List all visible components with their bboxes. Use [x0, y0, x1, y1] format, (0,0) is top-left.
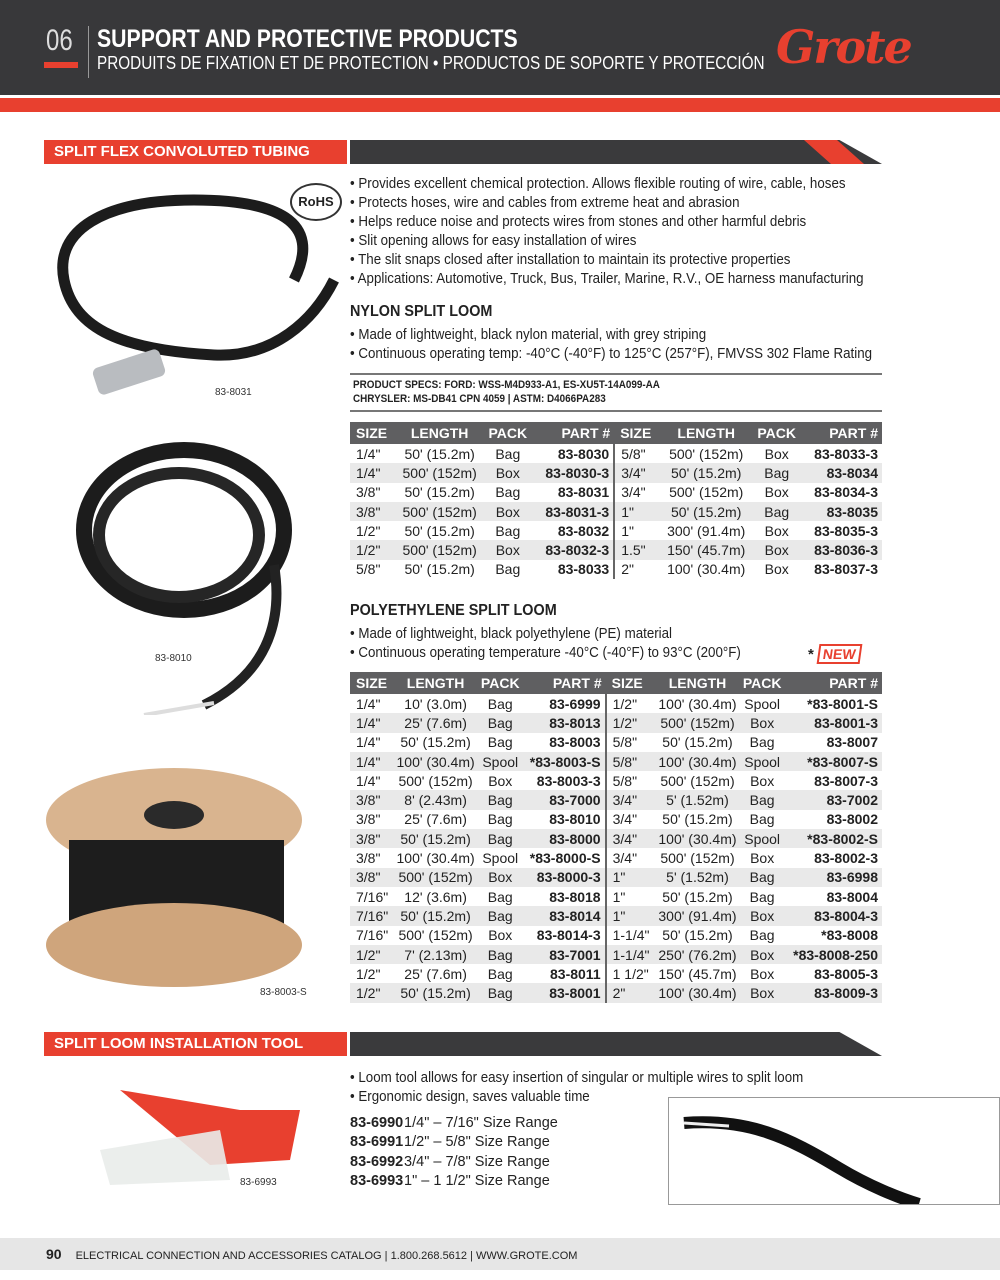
tool-part: 83-6993	[350, 1173, 404, 1189]
table-cell: Box	[764, 484, 789, 501]
table-cell: 83-8034	[800, 463, 882, 482]
section-title: SPLIT LOOM INSTALLATION TOOL	[44, 1032, 347, 1056]
table-cell: 100' (30.4m)	[667, 561, 746, 578]
table-cell: 500' (152m)	[669, 445, 744, 462]
table-row	[350, 887, 882, 906]
feature-item: • Slit opening allows for easy installation of wires	[350, 233, 637, 249]
header-red-band	[0, 98, 1000, 112]
table-cell: 1"	[606, 887, 655, 906]
table-cell: 83-8000	[522, 829, 606, 848]
table-cell: Box	[750, 772, 775, 789]
table-cell: 50' (15.2m)	[392, 829, 479, 848]
table-row	[350, 463, 882, 482]
spec-line: CHRYSLER: MS-DB41 CPN 4059 | ASTM: D4066PA283	[353, 393, 606, 405]
table-cell: Bag	[495, 561, 521, 578]
poly-parts-table	[350, 672, 882, 1003]
image-caption: 83-6993	[240, 1177, 277, 1188]
table-cell: Spool	[482, 850, 519, 867]
tool-item	[350, 1173, 550, 1189]
table-cell: 5/8"	[606, 771, 655, 790]
table-cell: Bag	[753, 502, 800, 521]
table-cell: 1/4"	[356, 695, 381, 712]
table-cell: 83-8035-3	[814, 522, 878, 539]
table-cell: 3/4"	[606, 829, 655, 848]
poly-feature: • Made of lightweight, black polyethylene (PE) material	[350, 626, 673, 642]
table-cell: Bag	[749, 927, 775, 944]
table-cell: 3/8"	[350, 502, 395, 521]
table-cell: 50' (15.2m)	[392, 906, 479, 925]
nylon-feature: • Continuous operating temp: -40°C (-40°F) to 125°C (257°F), FMVSS 302 Flame Rating	[350, 346, 873, 362]
table-cell: Bag	[487, 734, 513, 751]
table-cell: 83-8014-3	[536, 927, 601, 944]
table-cell: 5/8"	[356, 561, 381, 578]
table-cell: 2"	[606, 983, 655, 1002]
table-cell: Box	[741, 713, 784, 732]
feature-item: • Helps reduce noise and protects wires from stones and other harmful debris	[350, 214, 807, 230]
tool-range: 1/4" – 7/16" Size Range	[404, 1115, 558, 1131]
table-cell: 83-6999	[549, 695, 601, 712]
table-cell: 50' (15.2m)	[659, 463, 753, 482]
table-cell: Box	[484, 502, 531, 521]
column-header: PACK	[753, 422, 800, 444]
table-cell: 83-8037-3	[814, 561, 878, 578]
table-cell: Box	[484, 463, 531, 482]
table-cell: Box	[750, 965, 775, 982]
table-cell: Bag	[495, 522, 521, 539]
table-cell: 1/4"	[356, 445, 381, 462]
table-cell: 500' (152m)	[392, 868, 479, 887]
column-header: PART #	[800, 422, 882, 444]
table-cell: Bag	[487, 888, 513, 905]
column-header: PACK	[741, 672, 784, 694]
table-cell: 1/2"	[606, 713, 655, 732]
table-cell: 1/4"	[356, 772, 381, 789]
table-cell: Bag	[741, 790, 784, 809]
tool-feature: • Ergonomic design, saves valuable time	[350, 1089, 590, 1105]
coiled-split-loom-image	[44, 425, 334, 715]
tool-in-use-image	[668, 1097, 1000, 1205]
table-cell: Box	[741, 906, 784, 925]
table-cell: 150' (45.7m)	[659, 540, 753, 559]
table-cell: Box	[479, 868, 522, 887]
table-row	[350, 694, 882, 713]
tool-part: 83-6990	[350, 1115, 404, 1131]
table-cell: Box	[764, 561, 789, 578]
table-cell: 7' (2.13m)	[392, 945, 479, 964]
table-cell: 5/8"	[606, 733, 655, 752]
table-cell: 83-8014	[522, 906, 606, 925]
table-cell: 83-8013	[522, 713, 606, 732]
column-header: LENGTH	[654, 672, 741, 694]
table-cell: 3/4"	[606, 790, 655, 809]
table-cell: 83-8002-3	[814, 850, 878, 867]
image-caption: 83-8010	[155, 653, 192, 664]
poly-feature: • Continuous operating temperature -40°C (-40°F) to 93°C (200°F)	[350, 645, 741, 661]
table-row	[350, 483, 882, 502]
table-cell: 5' (1.52m)	[654, 790, 741, 809]
table-cell: 8' (2.43m)	[392, 790, 479, 809]
table-cell: 50' (15.2m)	[400, 734, 471, 751]
table-cell: 500' (152m)	[395, 540, 485, 559]
table-cell: 50' (15.2m)	[662, 734, 733, 751]
page-number: 90	[46, 1246, 62, 1262]
column-header: LENGTH	[659, 422, 753, 444]
table-cell: 83-8009-3	[784, 983, 882, 1002]
table-cell: 100' (30.4m)	[658, 695, 737, 712]
table-row	[350, 444, 882, 463]
table-cell: 25' (7.6m)	[404, 965, 467, 982]
table-cell: 83-8003	[549, 734, 601, 751]
section-bar-dark	[350, 140, 882, 164]
table-cell: Box	[764, 445, 789, 462]
table-row	[350, 810, 882, 829]
page-subtitle: PRODUITS DE FIXATION ET DE PROTECTION • PRODUCTOS DE SOPORTE Y PROTECCIÓN	[97, 53, 765, 73]
table-cell: 50' (15.2m)	[404, 522, 475, 539]
table-cell: 500' (152m)	[660, 772, 735, 789]
table-row	[350, 926, 882, 945]
table-cell: Bag	[749, 734, 775, 751]
section-bar-tool	[44, 1032, 882, 1056]
table-cell: 83-8030-3	[531, 463, 614, 482]
product-specs	[350, 373, 882, 412]
table-cell: 83-8011	[550, 965, 601, 982]
installation-tool-image	[90, 1070, 310, 1190]
tool-item	[350, 1115, 558, 1131]
page-title: SUPPORT AND PROTECTIVE PRODUCTS	[97, 25, 518, 53]
table-cell: 83-8001	[522, 983, 606, 1002]
column-header: PACK	[484, 422, 531, 444]
table-cell: 1/2"	[350, 983, 392, 1002]
table-cell: 25' (7.6m)	[392, 713, 479, 732]
table-cell: 83-8007	[826, 734, 878, 751]
feature-item: • Applications: Automotive, Truck, Bus, Trailer, Marine, R.V., OE harness manufacturing	[350, 271, 864, 287]
spec-line: PRODUCT SPECS: FORD: WSS-M4D933-A1, ES-XU5T-14A099-AA	[353, 379, 660, 391]
table-cell: 83-8010	[549, 811, 601, 828]
new-star: *	[808, 646, 814, 663]
table-cell: *83-8008	[821, 927, 878, 944]
table-cell: Box	[488, 927, 513, 944]
table-cell: 83-8000-3	[522, 868, 606, 887]
feature-item: • Provides excellent chemical protection. Allows flexible routing of wire, cable, hoses	[350, 176, 846, 192]
table-cell: Bag	[749, 811, 775, 828]
footer-text: ELECTRICAL CONNECTION AND ACCESSORIES CATALOG | 1.800.268.5612 | WWW.GROTE.COM	[75, 1250, 578, 1262]
table-cell: 83-7001	[522, 945, 606, 964]
table-cell: 83-8004	[826, 888, 878, 905]
table-row	[350, 848, 882, 867]
table-cell: Box	[753, 540, 800, 559]
table-cell: 3/8"	[350, 790, 392, 809]
table-cell: 3/4"	[606, 848, 655, 867]
table-cell: 250' (76.2m)	[654, 945, 741, 964]
table-cell: Box	[488, 772, 513, 789]
table-cell: 83-7002	[784, 790, 882, 809]
table-cell: Bag	[753, 463, 800, 482]
table-cell: 7/16"	[356, 888, 389, 905]
poly-title: POLYETHYLENE SPLIT LOOM	[350, 602, 557, 619]
table-cell: 83-8007-3	[814, 772, 878, 789]
header-divider	[88, 26, 89, 78]
column-header: SIZE	[350, 422, 395, 444]
table-cell: 3/4"	[614, 463, 659, 482]
table-cell: 25' (7.6m)	[404, 811, 467, 828]
table-cell: 1/4"	[350, 463, 395, 482]
table-cell: 3/4"	[614, 483, 659, 502]
table-cell: 1"	[614, 502, 659, 521]
table-cell: 50' (15.2m)	[404, 445, 475, 462]
table-header-row	[350, 422, 882, 444]
table-cell: *83-8000-S	[529, 850, 601, 867]
tool-item	[350, 1134, 550, 1150]
table-cell: 83-6998	[784, 868, 882, 887]
table-cell: 83-8033	[557, 561, 610, 578]
table-cell: Spool	[479, 752, 522, 771]
table-cell: 1/4"	[350, 752, 392, 771]
table-row	[350, 540, 882, 559]
table-cell: 3/8"	[356, 484, 381, 501]
table-cell: Bag	[479, 829, 522, 848]
column-header: SIZE	[606, 672, 655, 694]
new-badge: NEW	[816, 644, 861, 664]
table-cell: 300' (91.4m)	[654, 906, 741, 925]
tool-range: 1/2" – 5/8" Size Range	[404, 1134, 550, 1150]
nylon-parts-table	[350, 422, 882, 579]
table-cell: 100' (30.4m)	[396, 850, 475, 867]
tool-item	[350, 1154, 550, 1170]
column-header: SIZE	[350, 672, 392, 694]
new-legend	[808, 644, 861, 664]
table-row	[350, 790, 882, 809]
table-row	[350, 771, 882, 790]
table-cell: 12' (3.6m)	[404, 888, 467, 905]
table-cell: 83-8033-3	[814, 445, 878, 462]
column-header: PART #	[522, 672, 606, 694]
table-cell: 83-8036-3	[800, 540, 882, 559]
table-cell: 1/4"	[350, 713, 392, 732]
table-cell: 83-8035	[800, 502, 882, 521]
table-cell: 83-7000	[522, 790, 606, 809]
table-cell: 500' (152m)	[654, 713, 741, 732]
table-cell: 83-8030	[557, 445, 610, 462]
table-cell: 83-8031	[557, 484, 610, 501]
table-cell: 83-8003-3	[536, 772, 601, 789]
table-cell: 50' (15.2m)	[404, 561, 475, 578]
table-cell: Spool	[741, 752, 784, 771]
image-caption: 83-8031	[215, 387, 252, 398]
table-cell: 50' (15.2m)	[659, 502, 753, 521]
table-cell: *83-8002-S	[784, 829, 882, 848]
table-row	[350, 983, 882, 1002]
section-title: SPLIT FLEX CONVOLUTED TUBING	[44, 140, 347, 164]
table-cell: 50' (15.2m)	[662, 888, 733, 905]
table-cell: 1"	[614, 521, 659, 540]
table-cell: 50' (15.2m)	[392, 983, 479, 1002]
tool-range: 1" – 1 1/2" Size Range	[404, 1173, 550, 1189]
column-header: PACK	[479, 672, 522, 694]
table-cell: 83-8005-3	[814, 965, 878, 982]
table-row	[350, 868, 882, 887]
table-cell: Bag	[479, 983, 522, 1002]
table-cell: 3/4"	[606, 810, 655, 829]
page-footer	[0, 1238, 1000, 1270]
table-row	[350, 829, 882, 848]
table-cell: 1"	[606, 868, 655, 887]
feature-item: • The slit snaps closed after installation to maintain its protective properties	[350, 252, 791, 268]
table-cell: 500' (152m)	[660, 850, 735, 867]
table-cell: Bag	[487, 695, 513, 712]
image-caption: 83-8003-S	[260, 987, 307, 998]
column-header: LENGTH	[392, 672, 479, 694]
table-cell: *83-8008-250	[784, 945, 882, 964]
table-cell: Box	[741, 945, 784, 964]
table-cell: 150' (45.7m)	[658, 965, 737, 982]
tool-part: 83-6991	[350, 1134, 404, 1150]
table-cell: 5/8"	[614, 444, 659, 463]
table-cell: 1.5"	[614, 540, 659, 559]
table-cell: 3/8"	[356, 850, 381, 867]
table-cell: 1/4"	[356, 734, 381, 751]
table-cell: Box	[741, 983, 784, 1002]
table-cell: 1/2"	[350, 540, 395, 559]
table-cell: Bag	[487, 811, 513, 828]
table-cell: *83-8001-S	[807, 695, 878, 712]
table-cell: Bag	[495, 445, 521, 462]
table-cell: 1-1/4"	[606, 926, 655, 945]
table-row	[350, 713, 882, 732]
column-header: SIZE	[614, 422, 659, 444]
tool-range: 3/4" – 7/8" Size Range	[404, 1154, 550, 1170]
table-cell: 7/16"	[356, 927, 389, 944]
column-header: PART #	[531, 422, 614, 444]
table-cell: 500' (152m)	[395, 502, 485, 521]
table-cell: Bag	[749, 888, 775, 905]
table-cell: Bag	[487, 965, 513, 982]
table-cell: Bag	[479, 713, 522, 732]
column-header: LENGTH	[395, 422, 485, 444]
table-cell: 1/2"	[606, 694, 655, 713]
section-number: 06	[46, 24, 73, 57]
table-cell: Bag	[741, 868, 784, 887]
table-cell: 100' (30.4m)	[654, 983, 741, 1002]
table-cell: 1 1/2"	[606, 964, 655, 983]
table-cell: 83-8004-3	[784, 906, 882, 925]
table-cell: Bag	[495, 484, 521, 501]
table-cell: 3/8"	[356, 811, 381, 828]
grote-logo: Grote	[776, 20, 911, 74]
table-cell: Bag	[479, 945, 522, 964]
table-cell: Box	[750, 850, 775, 867]
table-cell: Bag	[479, 906, 522, 925]
table-cell: 1"	[606, 906, 655, 925]
table-cell: 100' (30.4m)	[654, 752, 741, 771]
section-bar-dark	[350, 1032, 882, 1056]
table-cell: 100' (30.4m)	[654, 829, 741, 848]
nylon-title: NYLON SPLIT LOOM	[350, 303, 493, 320]
table-cell: 1/2"	[350, 945, 392, 964]
section-bar-split-flex	[44, 140, 882, 164]
feature-item: • Protects hoses, wire and cables from extreme heat and abrasion	[350, 195, 740, 211]
table-cell: 1/2"	[356, 522, 381, 539]
table-cell: 5/8"	[606, 752, 655, 771]
tool-part: 83-6992	[350, 1154, 404, 1170]
table-row	[350, 560, 882, 579]
table-cell: 83-8018	[549, 888, 601, 905]
table-cell: 83-8034-3	[814, 484, 878, 501]
table-cell: 500' (152m)	[669, 484, 744, 501]
table-cell: 3/8"	[350, 868, 392, 887]
table-cell: 50' (15.2m)	[662, 811, 733, 828]
table-row	[350, 964, 882, 983]
table-cell: Box	[764, 522, 789, 539]
table-cell: 83-8031-3	[531, 502, 614, 521]
table-cell: 300' (91.4m)	[667, 522, 746, 539]
table-cell: Box	[484, 540, 531, 559]
table-cell: 5' (1.52m)	[654, 868, 741, 887]
table-cell: 500' (152m)	[395, 463, 485, 482]
table-row	[350, 752, 882, 771]
nylon-feature: • Made of lightweight, black nylon material, with grey striping	[350, 327, 707, 343]
tool-feature: • Loom tool allows for easy insertion of singular or multiple wires to split loom	[350, 1070, 804, 1086]
table-cell: 1/2"	[356, 965, 381, 982]
table-cell: Spool	[744, 695, 781, 712]
table-row	[350, 502, 882, 521]
section-number-underline	[44, 62, 78, 68]
table-row	[350, 521, 882, 540]
table-cell: 2"	[614, 560, 659, 579]
table-cell: 50' (15.2m)	[662, 927, 733, 944]
table-cell: 83-8032	[557, 522, 610, 539]
table-cell: *83-8003-S	[522, 752, 606, 771]
table-cell: Spool	[741, 829, 784, 848]
table-cell: 10' (3.0m)	[404, 695, 467, 712]
table-cell: 500' (152m)	[398, 772, 473, 789]
table-cell: 83-8001-3	[784, 713, 882, 732]
table-cell: 83-8002	[826, 811, 878, 828]
table-cell: 500' (152m)	[398, 927, 473, 944]
table-row	[350, 906, 882, 925]
table-header-row	[350, 672, 882, 694]
table-row	[350, 945, 882, 964]
table-cell: Bag	[479, 790, 522, 809]
column-header: PART #	[784, 672, 882, 694]
table-cell: 3/8"	[350, 829, 392, 848]
rohs-badge: RoHS	[290, 183, 342, 221]
table-cell: *83-8007-S	[784, 752, 882, 771]
page-header	[0, 0, 1000, 95]
table-row	[350, 733, 882, 752]
table-cell: 7/16"	[350, 906, 392, 925]
split-loom-spool-image	[44, 765, 306, 990]
table-cell: 83-8032-3	[531, 540, 614, 559]
table-cell: 50' (15.2m)	[404, 484, 475, 501]
table-cell: 1-1/4"	[606, 945, 655, 964]
table-cell: 100' (30.4m)	[392, 752, 479, 771]
